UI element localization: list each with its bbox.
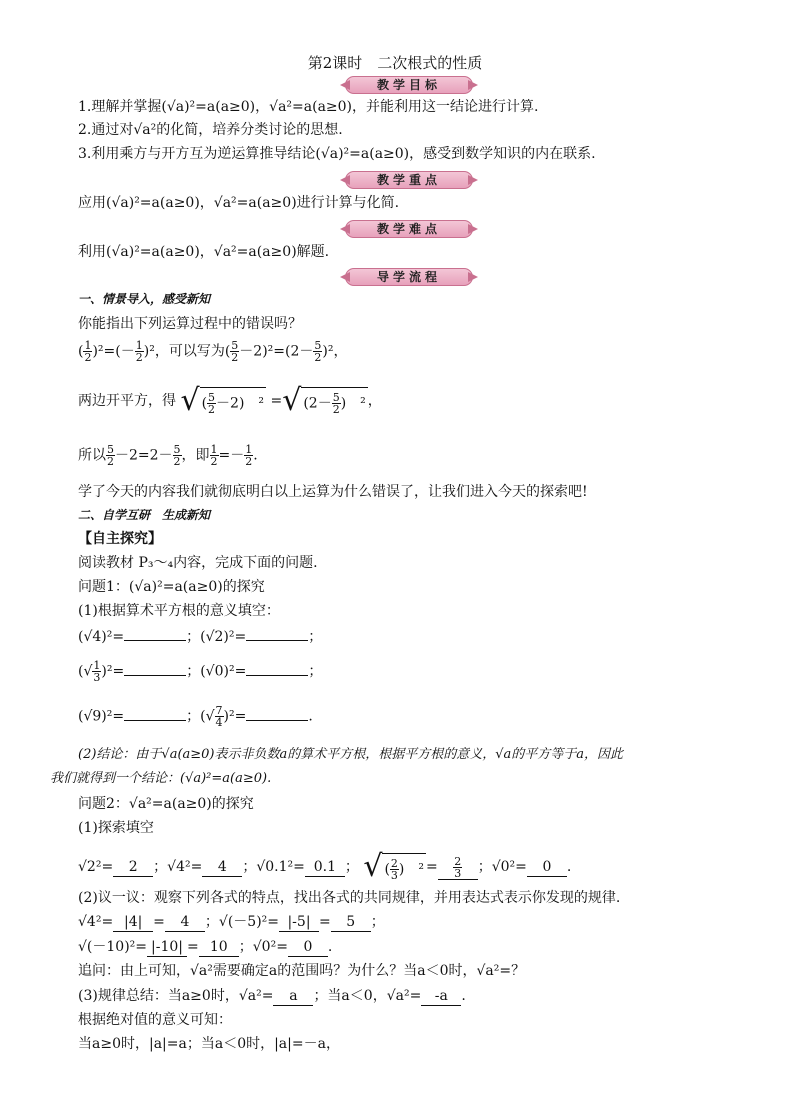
section-1-closing: 学了今天的内容我们就彻底明白以上运算为什么错误了，让我们进入今天的探索吧! xyxy=(78,484,588,500)
key-text: 应用(√a)²=a(a≥0)，√a²=a(a≥0)进行计算与化简. xyxy=(78,195,400,211)
problem-2-title: 问题2：√a²=a(a≥0)的探究 xyxy=(78,796,254,812)
abs-intro: 根据绝对值的意义可知： xyxy=(78,1012,232,1028)
equation-line-3: 所以 $\frac{5}{2}$ －2=2－ $\frac{5}{2}$ ，即 $\frac{1}{2}$ =－ $\frac{1}{2}$ . xyxy=(78,443,258,468)
goal-2: 2.通过对√a²的化简，培养分类讨论的思想. xyxy=(78,122,343,138)
discuss-text: (2)议一议：观察下列各式的特点，找出各式的共同规律，并用表达式表示你发现的规律. xyxy=(78,890,621,906)
banner-difficult-points: 教学难点 xyxy=(345,220,473,238)
banner-key-points: 教学重点 xyxy=(345,171,473,189)
difficult-text: 利用(√a)²=a(a≥0)，√a²=a(a≥0)解题. xyxy=(78,244,330,260)
pattern-row-1: √4²= |4| = 4 ；√(－5)²= |-5| = 5 ； xyxy=(78,914,385,930)
conclusion-line-2: 我们就得到一个结论：(√a)²=a(a≥0). xyxy=(50,771,272,786)
fill-row-2: (√ $\frac{1}{3}$ )²= ；(√0)²= ； xyxy=(78,659,323,684)
problem-1-title: 问题1：(√a)²=a(a≥0)的探究 xyxy=(78,579,265,595)
conclusion-line-1: (2)结论：由于√a(a≥0)表示非负数a的算术平方根，根据平方根的意义，√a的平方等于a，因此 xyxy=(78,747,624,762)
explore-fill-row: √2²= 2 ；√4²= 4 ；√0.1²= 0.1 ； √ ( $\frac{2}{3}$ ) ² = $\frac{2}{3}$ ；√0²= 0 . xyxy=(78,849,572,884)
page-title: 第2课时 二次根式的性质 xyxy=(307,54,483,72)
goal-1: 1.理解并掌握(√a)²=a(a≥0)，√a²=a(a≥0)，并能利用这一结论进行计算. xyxy=(78,99,539,115)
banner-teaching-goals: 教学目标 xyxy=(345,76,473,94)
abs-line: 当a≥0时，|a|=a；当a＜0时，|a|=－a， xyxy=(78,1036,340,1052)
section-1-heading: 一、情景导入，感受新知 xyxy=(78,292,211,306)
banner-learning-flow: 导学流程 xyxy=(345,268,473,286)
fill-row-3: (√9)²= ；(√ $\frac{7}{4}$ )²= . xyxy=(78,704,313,729)
section-1-question: 你能指出下列运算过程中的错误吗？ xyxy=(78,316,302,332)
equation-line-2: 两边开平方，得 √ ( $\frac{5}{2}$ －2) ² =√ (2－ $\frac{5}{2}$ ) ² ， xyxy=(78,383,382,418)
pattern-row-2: √(－10)²= |-10| = 10 ；√0²= 0 . xyxy=(78,939,333,955)
goal-3: 3.利用乘方与开方互为逆运算推导结论(√a)²=a(a≥0)，感受到数学知识的内在联系. xyxy=(78,146,596,162)
problem-2-sub: (1)探索填空 xyxy=(78,820,154,836)
section-2-heading: 二、自学互研 生成新知 xyxy=(78,508,211,522)
self-study-tag: 【自主探究】 xyxy=(78,531,162,547)
fill-row-1: (√4)²= ；(√2)²= ； xyxy=(78,629,323,645)
problem-1-sub: (1)根据算术平方根的意义填空： xyxy=(78,603,280,619)
read-instruction: 阅读教材 P₃～₄内容，完成下面的问题. xyxy=(78,555,318,571)
rule-summary: (3)规律总结：当a≥0时，√a²= a ；当a＜0，√a²= -a . xyxy=(78,988,466,1004)
follow-up-question: 追问：由上可知，√a²需要确定a的范围吗？为什么？当a＜0时，√a²=？ xyxy=(78,963,526,979)
equation-line-1: ( $\frac{1}{2}$ )²=(－ $\frac{1}{2}$ )²，可以写为( $\frac{5}{2}$ －2)²=(2－ $\frac{5}{2}$ )²， xyxy=(78,339,348,364)
